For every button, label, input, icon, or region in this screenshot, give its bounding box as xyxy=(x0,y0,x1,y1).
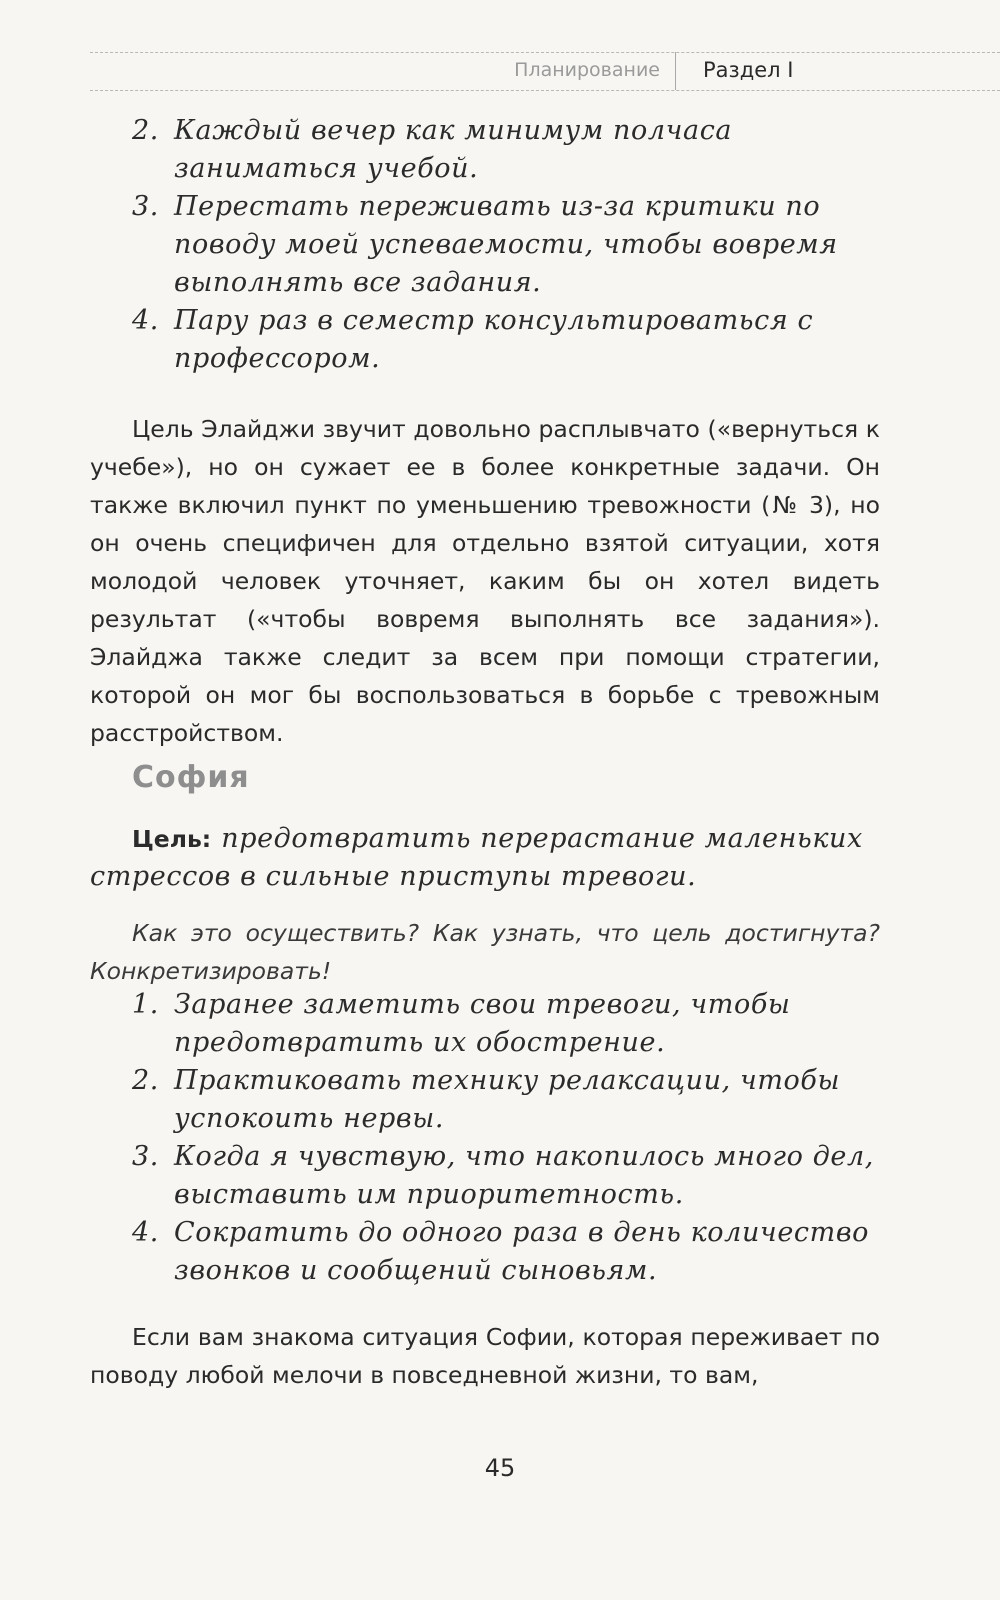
list-item xyxy=(132,188,892,302)
goal-label: Цель: xyxy=(132,825,212,853)
goal-line xyxy=(90,858,890,896)
body-paragraph-sofia: Если вам знакома ситуация Софии, которая переживает по поводу любой мелочи в повседневной жизни, то вам, xyxy=(90,1323,880,1389)
list-item-text: Когда я чувствую, что накопилось много дел, выставить им приоритетность. xyxy=(174,1141,874,1210)
list-item xyxy=(132,1062,892,1138)
goal-text-line1: предотвратить перерастание маленьких xyxy=(221,823,863,854)
header-part-title: Раздел I xyxy=(703,58,794,82)
section-heading: София xyxy=(132,760,250,795)
prompt-question: Как это осуществить? Как узнать, что цель достигнута? Конкретизировать! xyxy=(90,919,880,985)
header-divider xyxy=(675,52,676,90)
list-item-number: 2. xyxy=(132,1065,159,1096)
running-header xyxy=(90,48,1000,92)
list-item-text: Перестать переживать из-за критики по поводу моей успеваемости, чтобы вовремя выполнять все задания. xyxy=(174,191,838,298)
list-item-number: 4. xyxy=(132,305,159,336)
list-item-number: 2. xyxy=(132,115,159,146)
elijah-task-list xyxy=(132,112,892,378)
goal-text-line2: стрессов в сильные приступы тревоги. xyxy=(90,861,697,892)
list-item-number: 4. xyxy=(132,1217,159,1248)
header-section-title: Планирование xyxy=(514,59,660,81)
sofia-task-list xyxy=(132,986,892,1290)
header-bottom-rule xyxy=(90,90,1000,91)
list-item xyxy=(132,1138,892,1214)
list-item-text: Пару раз в семестр консультироваться с профессором. xyxy=(174,305,814,374)
list-item xyxy=(132,986,892,1062)
list-item-text: Практиковать технику релаксации, чтобы успокоить нервы. xyxy=(174,1065,841,1134)
list-item xyxy=(132,1214,892,1290)
list-item-number: 1. xyxy=(132,989,159,1020)
list-item-number: 3. xyxy=(132,1141,159,1172)
list-item xyxy=(132,112,892,188)
list-item xyxy=(132,302,892,378)
header-top-rule xyxy=(90,52,1000,53)
list-item-text: Сократить до одного раза в день количество звонков и сообщений сыновьям. xyxy=(174,1217,870,1286)
goal-line xyxy=(90,820,890,858)
list-item-number: 3. xyxy=(132,191,159,222)
sofia-goal xyxy=(90,820,890,896)
list-item-text: Заранее заметить свои тревоги, чтобы предотвратить их обострение. xyxy=(174,989,791,1058)
list-item-text: Каждый вечер как минимум полчаса заниматься учебой. xyxy=(174,115,733,184)
body-paragraph-elijah: Цель Элайджи звучит довольно расплывчато («вернуться к учебе»), но он сужает ее в более конкретные задачи. Он также включил пункт по уменьшению тревожности (№ 3), но он очень специфичен для отдельно взятой ситуации, хотя молодой человек уточняет, каким бы он хотел видеть результат («чтобы вовремя выполнять все задания»). Элайджа также следит за всем при помощи стратегии, которой он мог бы воспользоваться в борьбе с тревожным расстройством. xyxy=(90,415,880,747)
page-number: 45 xyxy=(484,1454,516,1482)
